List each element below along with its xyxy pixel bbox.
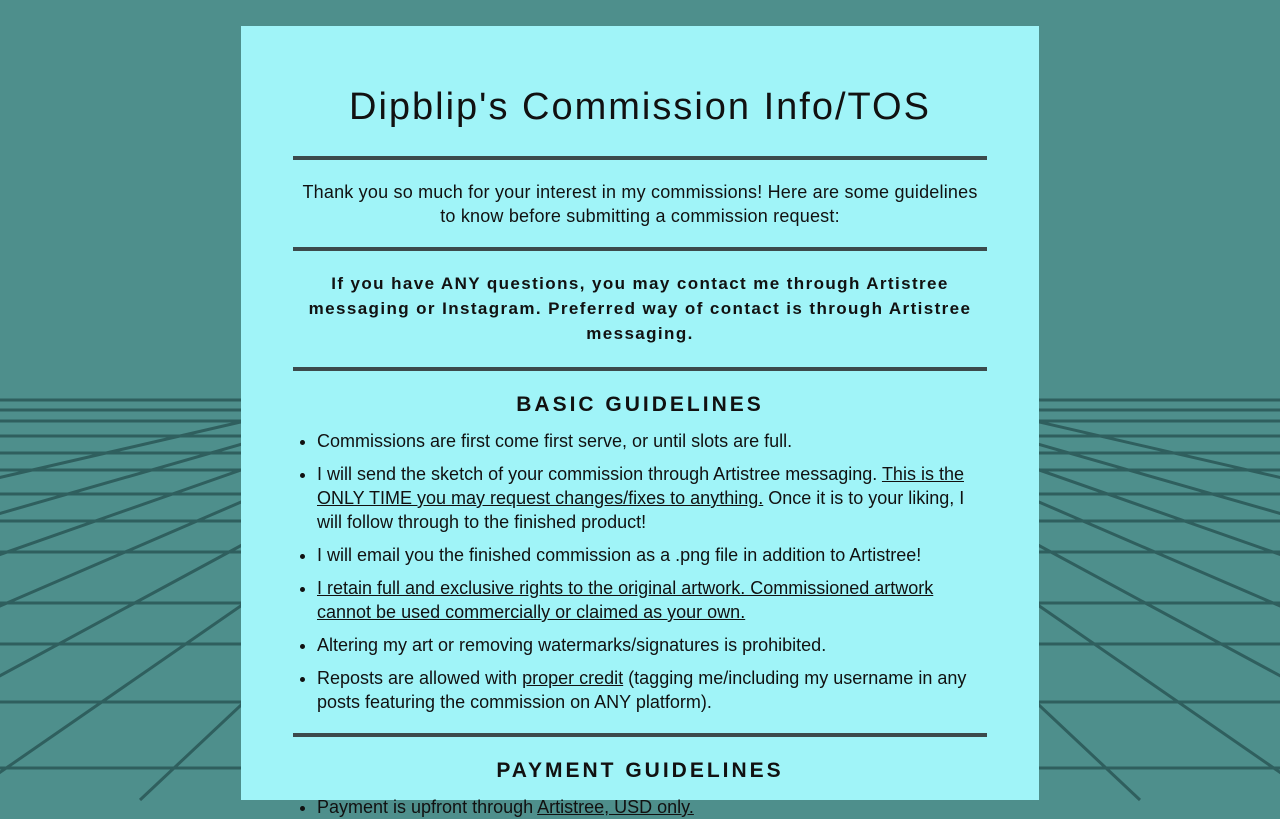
list-item-text: Commissions are first come first serve, or until slots are full. — [317, 431, 793, 451]
basic-guidelines-heading: BASIC GUIDELINES — [516, 393, 764, 416]
list-item-text: Payment is upfront through — [317, 797, 538, 817]
list-item — [317, 462, 987, 534]
contact-notice: If you have ANY questions, you may contact me through Artistree messaging or Instagram. Preferred way of contact is through Artistree messaging. — [308, 274, 972, 343]
list-item-text: I will send the sketch of your commission through Artistree messaging. — [317, 464, 882, 484]
list-item-text: Reposts are allowed with — [317, 668, 523, 688]
page-title: Dipblip's Commission Info/TOS — [349, 86, 931, 128]
list-item — [317, 633, 987, 657]
basic-guidelines-list — [293, 429, 987, 714]
payment-guidelines-list — [293, 795, 987, 819]
list-item — [317, 429, 987, 453]
emphasis-text: I retain full and exclusive rights to the original artwork. Commissioned artwork cannot be used commercially or claimed as your own. — [317, 578, 934, 622]
payment-guidelines-heading: PAYMENT GUIDELINES — [496, 759, 784, 782]
list-item-text: Once it is to your liking, I will follow through to the finished product! — [317, 488, 965, 532]
divider — [293, 367, 987, 371]
emphasis-text: proper credit — [522, 668, 624, 688]
list-item-text: Altering my art or removing watermarks/signatures is prohibited. — [317, 635, 827, 655]
commission-info-card — [241, 26, 1039, 817]
intro-text: Thank you so much for your interest in my commissions! Here are some guidelines to know before submitting a commission request: — [302, 182, 978, 226]
list-item-text: I will email you the finished commission as a .png file in addition to Artistree! — [317, 545, 922, 565]
divider — [293, 156, 987, 160]
divider — [293, 247, 987, 251]
list-item — [317, 576, 987, 624]
emphasis-text: This is the ONLY TIME you may request changes/fixes to anything. — [317, 464, 964, 508]
list-item — [317, 666, 987, 714]
list-item-text: (tagging me/including my username in any posts featuring the commission on ANY platform). — [317, 668, 967, 712]
list-item — [317, 795, 987, 819]
list-item — [317, 543, 987, 567]
emphasis-text: Artistree, USD only. — [537, 797, 694, 817]
divider — [293, 733, 987, 737]
